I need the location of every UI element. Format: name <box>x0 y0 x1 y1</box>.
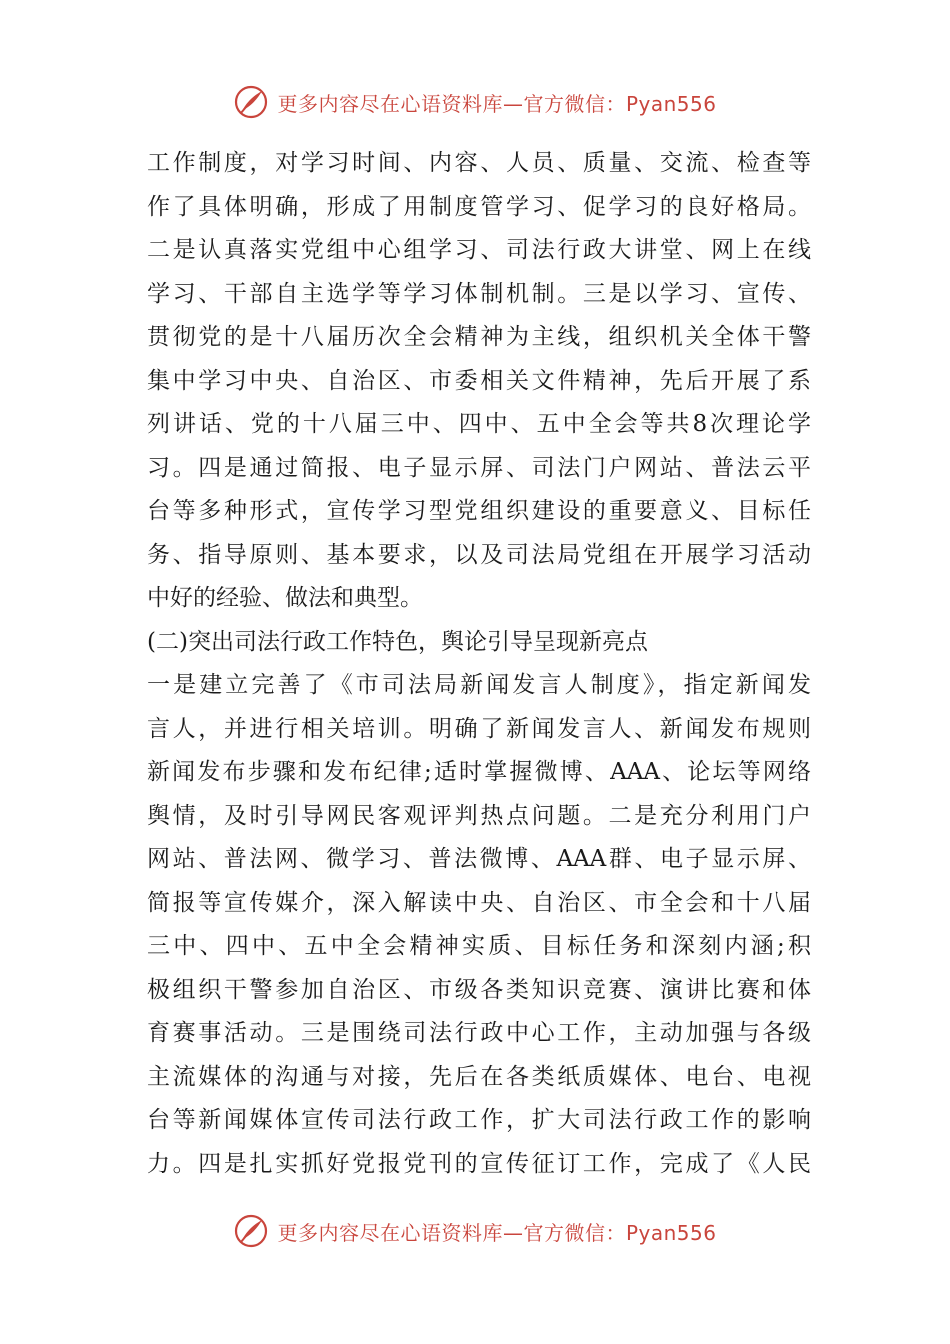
text-line: 简报等宣传媒介，深入解读中央、自治区、市全会和十八届 <box>147 889 811 916</box>
text-line: 一是建立完善了《市司法局新闻发言人制度》，指定新闻发 <box>147 672 811 698</box>
watermark-text: 更多内容尽在心语资料库—官方微信：Pyan556 <box>277 1220 717 1245</box>
section-heading: (二)突出司法行政工作特色，舆论引导呈现新亮点 <box>147 628 648 655</box>
text-line: 舆情，及时引导网民客观评判热点问题。二是充分利用门户 <box>147 802 811 829</box>
text-line: 言人，并进行相关培训。明确了新闻发言人、新闻发布规则 <box>147 715 811 742</box>
text-line: 主流媒体的沟通与对接，先后在各类纸质媒体、电台、电视 <box>147 1063 811 1090</box>
text-line: 二是认真落实党组中心组学习、司法行政大讲堂、网上在线 <box>147 237 811 263</box>
text-line: 育赛事活动。三是围绕司法行政中心工作，主动加强与各级 <box>147 1020 811 1046</box>
text-line: 网站、普法网、微学习、普法微博、AAA群、电子显示屏、 <box>147 846 811 872</box>
text-line: 极组织干警参加自治区、市级各类知识竞赛、演讲比赛和体 <box>147 976 811 1003</box>
text-line: 台等新闻媒体宣传司法行政工作，扩大司法行政工作的影响 <box>147 1107 811 1133</box>
text-line: 台等多种形式，宣传学习型党组织建设的重要意义、目标任 <box>147 498 811 524</box>
quill-logo-icon <box>233 1213 269 1249</box>
text-line: 习。四是通过简报、电子显示屏、司法门户网站、普法云平 <box>147 454 811 481</box>
text-line: 列讲话、党的十八届三中、四中、五中全会等共8次理论学 <box>147 411 811 437</box>
document-body <box>147 142 811 1186</box>
quill-logo-icon <box>233 84 269 120</box>
text-line: 务、指导原则、基本要求，以及司法局党组在开展学习活动 <box>147 541 811 568</box>
text-line: 集中学习中央、自治区、市委相关文件精神，先后开展了系 <box>147 367 811 394</box>
footer-watermark <box>0 1213 950 1249</box>
text-line: 学习、干部自主选学等学习体制机制。三是以学习、宣传、 <box>147 280 811 307</box>
text-line: 中好的经验、做法和典型。 <box>147 585 423 611</box>
text-line: 贯彻党的是十八届历次全会精神为主线，组织机关全体干警 <box>147 324 811 350</box>
header-watermark <box>0 84 950 120</box>
text-line: 力。四是扎实抓好党报党刊的宣传征订工作，完成了《人民 <box>147 1150 811 1177</box>
text-line: 工作制度，对学习时间、内容、人员、质量、交流、检查等 <box>147 150 811 176</box>
text-line: 三中、四中、五中全会精神实质、目标任务和深刻内涵;积 <box>147 933 811 959</box>
text-line: 作了具体明确，形成了用制度管学习、促学习的良好格局。 <box>147 193 811 220</box>
watermark-text: 更多内容尽在心语资料库—官方微信：Pyan556 <box>277 91 717 116</box>
text-line: 新闻发布步骤和发布纪律;适时掌握微博、AAA、论坛等网络 <box>147 759 811 785</box>
